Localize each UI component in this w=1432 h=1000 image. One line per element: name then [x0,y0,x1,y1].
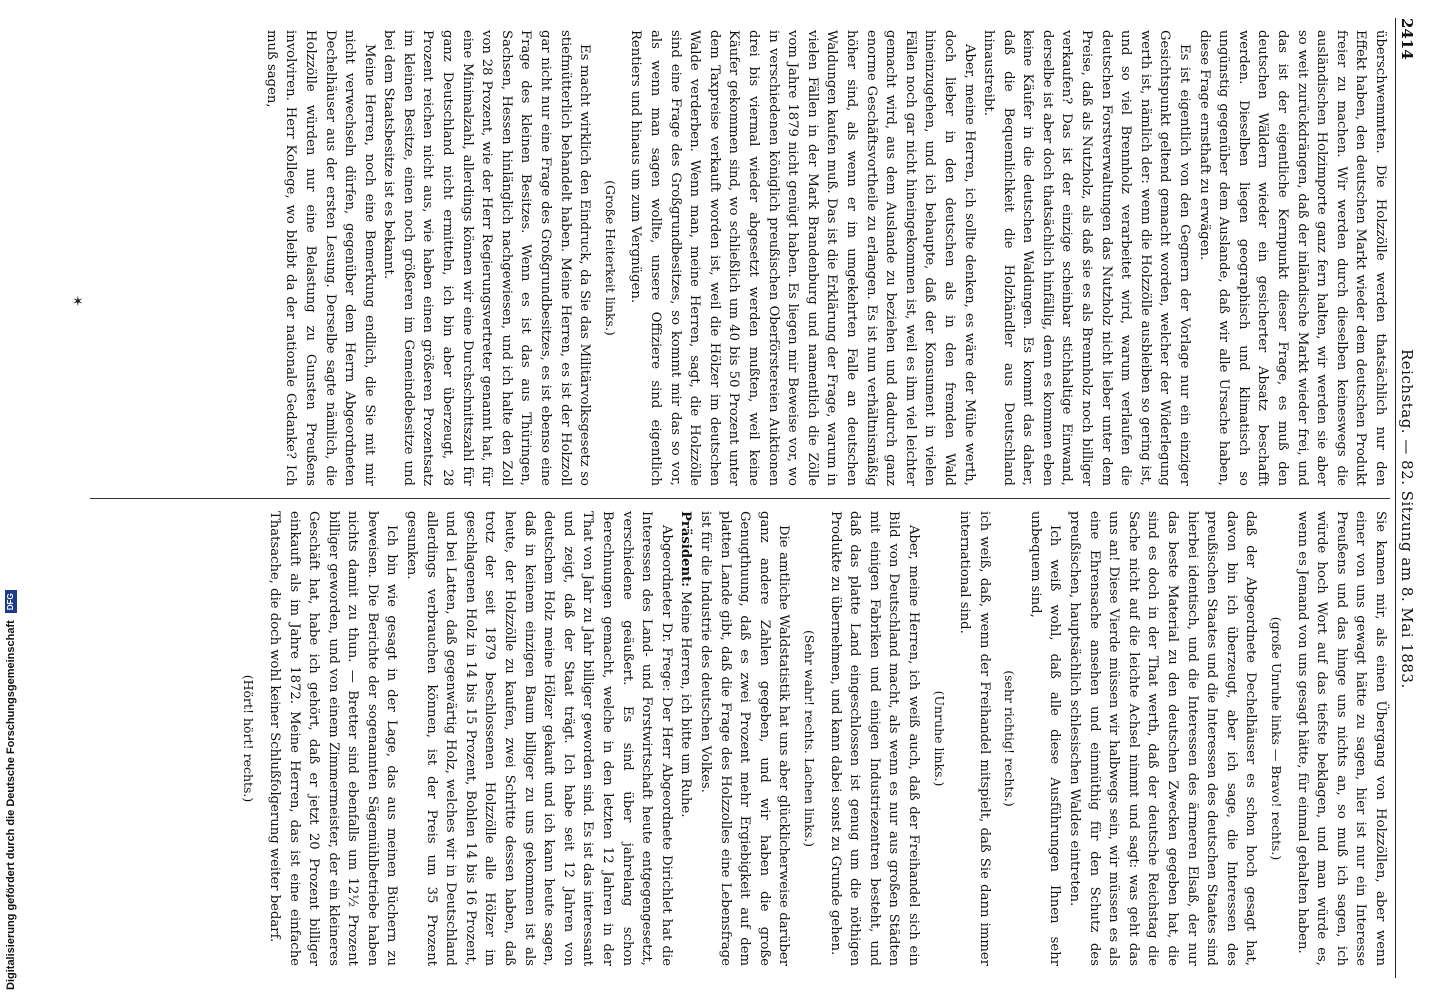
digitization-text [2,560,20,990]
scanned-page [58,18,1428,1000]
digitization-label: Digitalisierung gefördert durch die Deutsche Forschungsgemeinschaft [5,620,17,990]
scan-speck: ✶ [72,294,84,310]
paragraph: Ich bin wie gesagt in der Lage, das aus meinen Büchern zu beweisen. Die Berichte der sogenannten Sägemühlbetriebe haben nichts damit zu thun. — Bretter sind ebenfalls um 12½ Prozent billiger geworden, und von einem Zimmermeister, der ein kleineres Geschäft hat, habe ich gehört, daß er jetzt 20 Prozent billiger einkauft als im Jahre 1872. Meine Herren, das ist eine einfache Thatsache, die doch wohl keiner Schlußfolgerung weiter bedarf. [266,511,400,966]
paragraph: Ich weiß wohl, daß alle diese Ausführungen Ihnen sehr unbequem sind, [1027,511,1063,966]
paragraph: Sie kamen mir, als einen Übergang von Holzzöllen, aber wenn einer von uns gewagt hätte zu sagen, hier ist nur ein Interesse Preußens und das hinge uns nichts an, so muß ich sagen, ich würde hoch Wort auf das tiefste beklagen, und man würde es, wenn es Jemand von uns gesagt hätte, für einmal gehalten haben. [1294,511,1388,966]
interjection: (Sehr wahr! rechts. Lachen links.) [801,630,817,847]
page-header [1395,18,1428,978]
interjection: (Unruhe links.) [931,690,947,787]
president-remark [676,511,696,966]
paragraph: daß der Abgeordnete Dechelhäuser es schon hoch gesagt hat, davon bin ich überzeugt, aber ich sage, die Interessen des preußischen Staates und die Interessen des deutschen Staates sind hierbei identisch, und die Interessen des ärmeren Elsaß, der nur das beste Material zu den deutschen Zwecken gegeben hat, die sind es doch in der That werth, daß der deutsche Reichstag die Sache nicht auf die leichte Achsel nimmt und sagt: was geht das uns an! Diese Vierde müssen wir halbwegs sein, wir müssen es als eine Ehrensache ansehen und einmüthig für den Schutz des preußischen, hauptsächlich schlesischen Waldes eintreten. [1067,511,1259,966]
interjection: (Große Heiterkeit links.) [602,180,618,336]
paragraph: Meine Herren, noch eine Bemerkung endlich, die Sie mit mir nicht verwechseln dürfen, gegenüber dem Herrn Abgeordneten Dechelhäuser aus der ersten Lesung. Derselbe sagte nämlich, die Holzzölle würden nur eine Belastung zu Gunsten Preußens involviren. Herr Kollege, wo bleibt da der nationale Gedanke? Ich muß sagen, [263,30,377,486]
running-title: Reichstag. — 82. Sitzung am 8. Mai 1883. [1398,349,1416,689]
interjection: (große Unruhe links — Bravo! rechts.) [1269,616,1285,861]
text-columns [90,18,1390,978]
dfg-logo-icon: DFG [5,590,17,613]
right-column [90,498,1390,978]
interjection: (sehr richtig! rechts.) [1002,670,1018,807]
page-content [58,18,1428,1000]
left-column [90,18,1390,498]
speaker-label: Präsident: [678,511,694,588]
paragraph: Es ist eigentlich von den Gegnern der Vorlage nur ein einziger Gesichtspunkt geltend gemacht worden, welcher der Widerlegung werth ist, nämlich der: wenn die Holzzölle ausbleiben so gering ist, und so viel Brennholz verarbeitet wird, warum verlaufen die deutschen Forstverwaltungen das Nutzholz nicht lieber unter dem Preise, daß als Nutzholz, als daß sie es als Brennholz noch billiger verkaufen? Das ist der einzige scheinbar stichhaltige Einwand, derselbe ist aber doch thatsächlich hinfällig, denn es kommen eben keine Käufer in die deutschen Waldungen. Es kommt das daher, daß die Bequemlichkeit die Holzhändler aus Deutschland hinaustreibt. [981,30,1193,486]
paragraph: überschwemmten. Die Holzzölle werden thatsächlich nur den Effekt haben, den deutschen Markt wieder dem deutschen Produkt freier zu machen. Wir werden durch dieselben keineswegs die ausländischen Holzimporte ganz fern halten, wir werden sie aber so weit zurückdrängen, daß der inländische Markt wieder frei, und das ist der eigentliche Kernpunkt dieser Frage, es muß den deutschen Wäldern wieder ein gesicherter Absatz beschafft werden. Dieselben liegen geographisch und klimatisch so ungünstig gegenüber dem Auslande, daß wir alle Ursache haben, diese Frage ernsthaft zu erwägen. [1196,30,1388,486]
speaker-text: Meine Herren, ich bitte um Ruhe. [678,591,694,818]
paragraph: Es macht wirklich den Eindruck, da Sie das Militärvolksgesetz so stiefmütterlich behandelt haben. Meine Herren, es ist der Holzzoll gar nicht nur eine Frage des Großgrundbesitzes, es ist ebenso eine Frage des kleinen Besitzes. Wenn es ist das aus Thüringen, Sachsen, Hessen hinlänglich nachgewiesen, und ich halte den Zoll von 28 Prozent, wie der Herr Regierungsvertreter genannt hat, für eine Minimalzahl, allerdings können wir eine Durchschnittszahl für ganz Deutschland nicht ermitteln, ich bin aber überzeugt, 28 Prozent reichen nicht aus, wie haben einen größeren Prozentsatz im kleinen Besitze, einen noch größeren im Gemeindebesitze und bei dem Staatsbesitze ist es bekannt. [381,30,593,486]
paragraph: Abgeordneter Dr. Frege: Der Herr Abgeordnete Dirichlet hat die Interessen des Land- und Forstwirtschaft heute entgegengesetzt, verschiedene geäußert. Es sind über jahrelang schon Berechnungen gemacht, welche in den letzten 12 Jahren in der That von Jahr zu Jahr billiger geworden sind. Es ist das interessant und zeigt, daß der Staat trägt. Ich habe seit 12 Jahren von deutschem Holz meine Hölzer gekauft und ich kann heute sagen, daß in keinem einzigen Baum billiger zu uns gekommen ist als heute, der Holzzölle zu kaufen, zwei Schritte dessen haben, daß trotz der seit 1879 beschlossenen Holzzölle alle Hölzer im geschlagenen Holz in 14 bis 15 Prozent, Bohlen 14 bis 16 Prozent, und bei Latten, daß gegenwärtig Holz, welches wir in Deutschland allerdings verbrauchen können, ist der Preis um 35 Prozent gesunken. [404,511,674,966]
page-number: 2414 [1398,18,1416,60]
paragraph: Aber, meine Herren, ich sollte denken, es wäre der Mühe werth, doch lieber in den deutschen als in den fremden Wald hineinzugehen, und ich behaupte, daß der Konsument in vielen Fällen noch gar nicht hineingekommen ist, weil es ihm viel leichter gemacht wird, aus dem Auslande zu beziehen und dadurch ganz enorme Geschäftsvortheile zu erlangen. Es ist nun verhältnismäßig höher sind, als wenn er im umgekehrten Falle an deutschen Waldungen kaufen muß. Das ist die Erklärung der Frage, warum in vielen Fällen in der Mark Brandenburg und namentlich die Zölle vom Jahre 1879 nicht genügt haben. Es liegen mir Beweise vor, wo in verschiedenen königlich preußischen Oberförstereien Auktionen drei bis viermal wieder abgesetzt werden mußten, weil keine Käufer gekommen sind, wo schließlich um 40 bis 50 Prozent unter dem Taxpreise verkauft worden ist, weil die Hölzer im deutschen Walde verderben. Wenn man, meine Herren, sagt, die Holzzölle sind eine Frage des Großgrundbesitzes, so kommt mir das so vor, als wenn man sagen wollte, unsere Offiziere sind eigentlich Rentiers und hinaus um zum Vergnügen. [628,30,977,486]
interjection: (Hört! hört! rechts.) [241,674,257,803]
paragraph: Aber, meine Herren, ich weiß auch, daß der Freihandel sich ein Bild von Deutschland macht, als wenn es nur aus großen Städten mit einigen Fabriken und einigen Industriezentren besteht, und daß das platte Land eingeschlossen ist genug um die nöthigen Produkte zu übernehmen, und kann dabei sonst zu Grunde gehen. [827,511,921,966]
paragraph: ich weiß, daß, wenn der Freihandel mitspielt, daß Sie dann immer international sind. [957,511,992,966]
digitization-notice [2,560,20,990]
paragraph: Die amtliche Waldstatistik hat uns aber glücklicherweise darüber ganz andere Zahlen gegeben, und wir haben die große Genugthuung, daß es zwei Prozent mehr Ergiebigkeit auf dem platten Lande gibt, daß die Frage des Holzzolles eine Lebensfrage ist für die Industrie des deutschen Volkes. [698,511,792,966]
